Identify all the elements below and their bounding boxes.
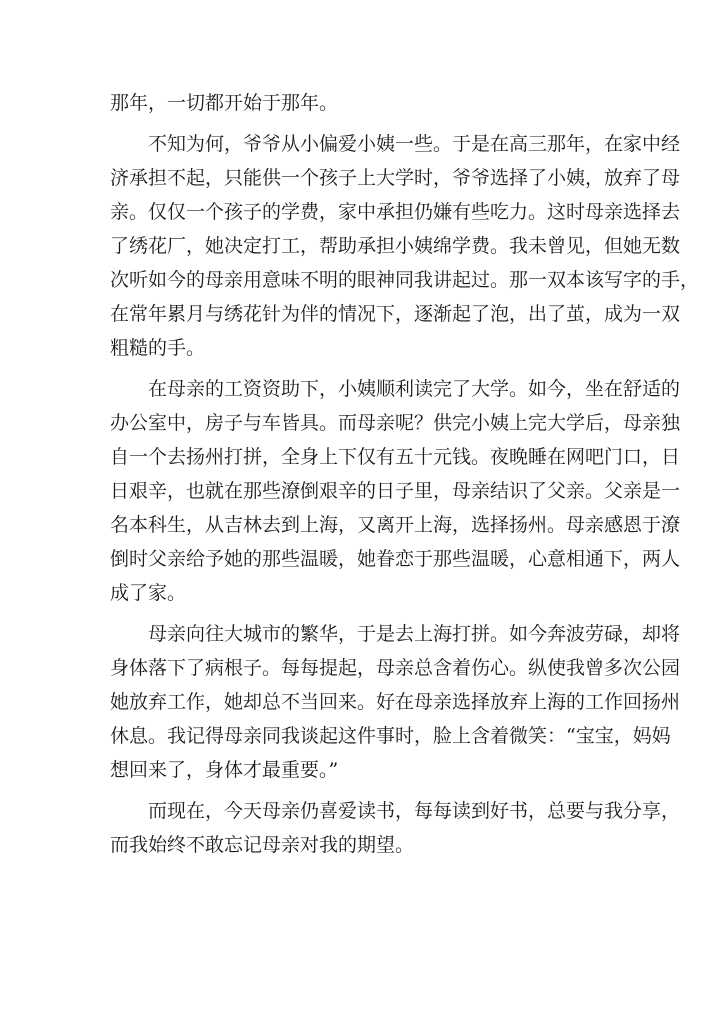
text-line: 在母亲的工资资助下，小姨顺利读完了大学。如今，坐在舒适的 [110, 378, 681, 400]
text-line: 母亲向往大城市的繁华，于是去上海打拼。如今奔波劳碌，却将 [110, 623, 681, 645]
text-line: 想回来了，身体才最重要。” [110, 759, 339, 781]
paragraph-now [110, 794, 681, 862]
document-page [110, 86, 700, 862]
text-line: 名本科生，从吉林去到上海，又离开上海，选择扬州。母亲感恩于潦 [110, 514, 681, 536]
text-line: 身体落下了病根子。每每提起，母亲总含着伤心。纵使我曾多次公园 [110, 657, 681, 679]
text-line: 而我始终不敢忘记母亲对我的期望。 [110, 834, 415, 856]
paragraph-intro [110, 86, 615, 120]
text-line: 亲。仅仅一个孩子的学费，家中承担仍嫌有些吃力。这时母亲选择去 [110, 201, 681, 223]
paragraph-yangzhou [110, 372, 681, 610]
text-line: 自一个去扬州打拼，全身上下仅有五十元钱。夜晚睡在网吧门口，日 [110, 446, 681, 468]
text-line: 那年，一切都开始于那年。 [110, 92, 339, 114]
text-line: 成了家。 [110, 582, 187, 604]
text-line: 而现在，今天母亲仍喜爱读书，每每读到好书，总要与我分享， [110, 800, 681, 822]
text-line: 办公室中，房子与车皆具。而母亲呢？供完小姨上完大学后，母亲独 [110, 412, 681, 434]
text-line: 济承担不起，只能供一个孩子上大学时，爷爷选择了小姨，放弃了母 [110, 167, 681, 189]
text-line: 粗糙的手。 [110, 337, 206, 359]
text-line: 日艰辛，也就在那些潦倒艰辛的日子里，母亲结识了父亲。父亲是一 [110, 480, 681, 502]
text-line: 不知为何，爷爷从小偏爱小姨一些。于是在高三那年，在家中经 [110, 133, 681, 155]
paragraph-shanghai [110, 617, 681, 787]
text-line: 次听如今的母亲用意味不明的眼神同我讲起过。那一双本该写字的手， [110, 269, 700, 291]
text-line: 了绣花厂，她决定打工，帮助承担小姨绵学费。我未曾见，但她无数 [110, 235, 681, 257]
text-line: 在常年累月与绣花针为伴的情况下，逐渐起了泡，出了茧，成为一双 [110, 303, 681, 325]
paragraph-grandfather-choice [110, 127, 700, 365]
text-line: 休息。我记得母亲同我谈起这件事时，脸上含着微笑：“宝宝，妈妈 [110, 725, 671, 747]
text-line: 她放弃工作，她却总不当回来。好在母亲选择放弃上海的工作回扬州 [110, 691, 681, 713]
text-line: 倒时父亲给予她的那些温暖，她眷恋于那些温暖，心意相通下，两人 [110, 548, 681, 570]
